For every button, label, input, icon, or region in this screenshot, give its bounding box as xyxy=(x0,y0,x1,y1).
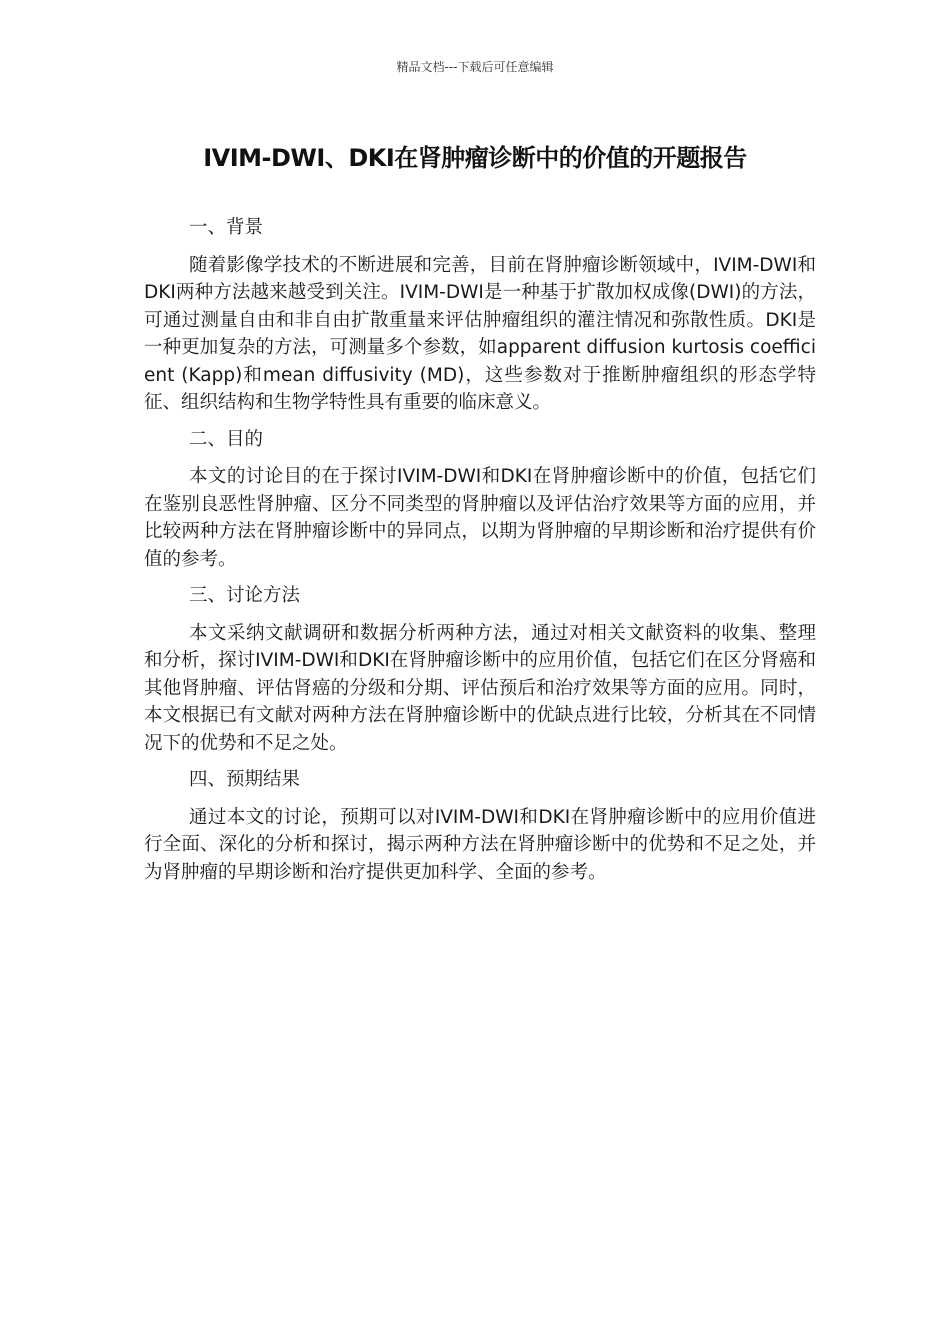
document-body xyxy=(144,214,816,895)
section-purpose xyxy=(144,426,816,574)
section-expected-results xyxy=(144,766,816,886)
section-heading: 四、预期结果 xyxy=(189,769,301,790)
section-paragraph: 通过本文的讨论，预期可以对IVIM-DWI和DKI在肾肿瘤诊断中的应用价值进行全面、深化的分析和探讨，揭示两种方法在肾肿瘤诊断中的优势和不足之处，并为肾肿瘤的早期诊断和治疗提供更加科学、全面的参考。 xyxy=(144,806,816,883)
section-paragraph: 随着影像学技术的不断进展和完善，目前在肾肿瘤诊断领域中，IVIM-DWI和DKI两种方法越来越受到关注。IVIM-DWI是一种基于扩散加权成像(DWI)的方法，可通过测量自由和非自由扩散重量来评估肿瘤组织的灌注情况和弥散性质。DKI是一种更加复杂的方法，可测量多个参数，如apparent diffusion kurtosis coefficient (Kapp)和mean diffusivity (MD)，这些参数对于推断肿瘤组织的形态学特征、组织结构和生物学特性具有重要的临床意义。 xyxy=(144,254,816,413)
section-background xyxy=(144,214,816,417)
section-methods xyxy=(144,582,816,757)
page-header: 精品文档---下载后可任意编辑 xyxy=(396,60,554,74)
section-heading: 一、背景 xyxy=(189,217,264,238)
document-title: IVIM-DWI、DKI在肾肿瘤诊断中的价值的开题报告 xyxy=(203,144,747,172)
section-paragraph: 本文的讨论目的在于探讨IVIM-DWI和DKI在肾肿瘤诊断中的价值，包括它们在鉴别良恶性肾肿瘤、区分不同类型的肾肿瘤以及评估治疗效果等方面的应用，并比较两种方法在肾肿瘤诊断中的异同点，以期为肾肿瘤的早期诊断和治疗提供有价值的参考。 xyxy=(144,466,816,570)
section-heading: 三、讨论方法 xyxy=(189,585,301,606)
section-paragraph: 本文采纳文献调研和数据分析两种方法，通过对相关文献资料的收集、整理和分析，探讨IVIM-DWI和DKI在肾肿瘤诊断中的应用价值，包括它们在区分肾癌和其他肾肿瘤、评估肾癌的分级和分期、评估预后和治疗效果等方面的应用。同时，本文根据已有文献对两种方法在肾肿瘤诊断中的优缺点进行比较，分析其在不同情况下的优势和不足之处。 xyxy=(144,622,816,754)
section-heading: 二、目的 xyxy=(189,428,264,450)
